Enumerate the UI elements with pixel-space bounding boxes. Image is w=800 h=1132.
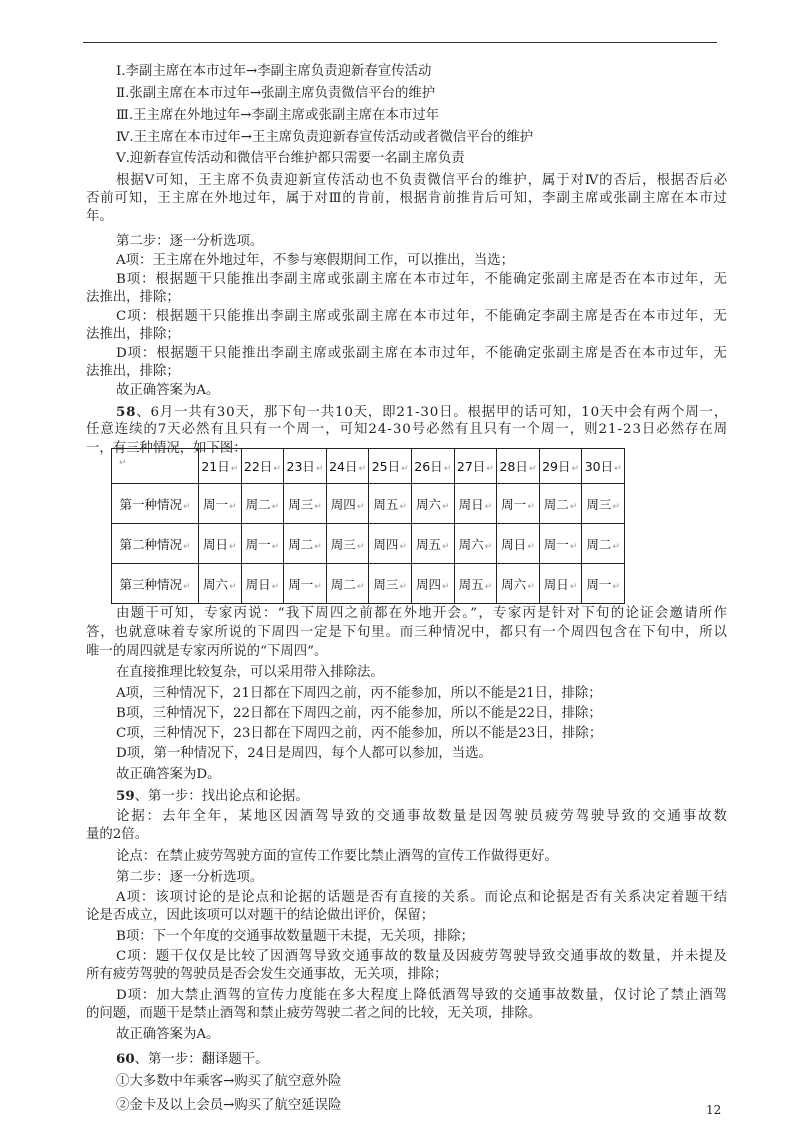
paragraph-mark: ↵ — [442, 541, 450, 552]
weekday-value: 周一 — [543, 536, 569, 552]
text-line — [116, 345, 728, 363]
weekday-cell — [369, 484, 412, 524]
paragraph-mark: ↵ — [271, 581, 280, 592]
weekday-cell — [411, 484, 454, 524]
day-label: 30日 — [584, 459, 614, 474]
page-number: 12 — [706, 1103, 722, 1117]
text-line — [116, 664, 384, 682]
weekday-cell — [411, 564, 454, 604]
line-text: 法推出，排除； — [86, 364, 180, 379]
line-text: 年。 — [86, 209, 113, 224]
weekday-value: 周一 — [586, 576, 612, 592]
paragraph-mark: ↵ — [356, 501, 365, 512]
text-line — [86, 826, 148, 844]
line-text: 论据：去年全年，某地区因酒驾导致的交通事故数量是因驾驶员疲劳驾驶导致的交通事故数 — [116, 809, 729, 824]
weekday-cell — [454, 564, 497, 604]
line-text: B项：根据题干只能推出李副主席或张副主席在本市过年，不能确定张副主席是否在本市过年，无 — [116, 272, 728, 287]
case-label-cell — [112, 564, 199, 604]
line-text: D项：加大禁止酒驾的宣传力度能在多大程度上降低酒驾导致的交通事故数量，仅讨论了禁止酒驾 — [116, 988, 728, 1003]
text-line — [116, 685, 602, 703]
weekday-value: 周二 — [330, 576, 356, 592]
text-line — [116, 787, 309, 806]
text-line — [116, 1026, 219, 1044]
paragraph-mark: ↵ — [271, 501, 280, 512]
text-line — [86, 907, 434, 925]
line-text: C项：题干仅仅是比较了因酒驾导致交通事故的数量及因疲劳驾驶导致交通事故的数量，并未提及 — [116, 949, 728, 964]
paragraph-mark: ↵ — [569, 501, 578, 512]
case-label-cell — [112, 484, 199, 524]
line-text: 否前可知，王主席在外地过年，属于对Ⅲ的肯前，根据肯前推肯后可知，李副主席或张副主席在本市过 — [86, 191, 728, 206]
weekday-cell — [326, 524, 369, 564]
text-line — [116, 107, 439, 125]
weekday-cell — [199, 564, 242, 604]
paragraph-mark: ↵ — [314, 541, 322, 552]
paragraph-mark: ↵ — [442, 581, 450, 592]
weekday-value: 周三 — [373, 576, 399, 592]
table-row — [112, 524, 625, 564]
weekday-cell — [369, 564, 412, 604]
weekday-value: 周一 — [288, 576, 314, 592]
text-line — [86, 624, 728, 642]
day-label: 26日 — [414, 459, 443, 474]
day-label: 25日 — [371, 459, 401, 474]
table-row — [112, 484, 625, 524]
day-header-cell — [539, 449, 582, 484]
paragraph-mark: ↵ — [569, 581, 578, 592]
paragraph-mark: ↵ — [442, 501, 450, 512]
line-text: 故正确答案为A。 — [116, 383, 220, 398]
weekday-cell — [497, 484, 540, 524]
header-rule — [83, 42, 717, 43]
paragraph-mark: ↵ — [229, 501, 237, 512]
line-text: 故正确答案为D。 — [116, 767, 221, 782]
text-line — [116, 869, 263, 887]
line-text: 、6月一共有30天，那下旬一共10天，即21-30日。根据甲的话可知，10天中会有两个周一， — [136, 405, 728, 420]
line-text: 论是否成立，因此该项可以对题干的结论做出评价，保留； — [86, 908, 435, 923]
paragraph-mark: ↵ — [314, 581, 322, 592]
text-line — [116, 1073, 341, 1091]
text-line — [116, 605, 728, 623]
table-header-row — [112, 449, 625, 484]
day-label: 28日 — [499, 459, 528, 474]
text-line — [116, 725, 602, 743]
text-line — [116, 63, 431, 81]
weekday-value: 周一 — [501, 496, 527, 512]
line-text: 第二步：逐一分析选项。 — [116, 234, 264, 249]
line-text: 第二步：逐一分析选项。 — [116, 870, 264, 885]
text-line — [86, 326, 180, 344]
text-line — [116, 1097, 341, 1115]
line-text: C项，三种情况下，23日都在下周四之前，丙不能参加，所以不能是23日，排除； — [116, 726, 603, 741]
paragraph-mark: ↵ — [614, 464, 622, 474]
text-line — [116, 129, 533, 147]
weekday-value: 周四 — [415, 576, 441, 592]
line-text: 论点：在禁止疲劳驾驶方面的宣传工作要比禁止酒驾的宣传工作做得更好。 — [116, 849, 558, 864]
line-text: C项：根据题干只能推出李副主席或张副主席在本市过年，不能确定李副主席是否在本市过年，无 — [116, 309, 728, 324]
paragraph-mark: ↵ — [273, 464, 281, 474]
paragraph-mark: ↵ — [571, 464, 580, 474]
weekday-value: 周六 — [415, 496, 441, 512]
line-text: D项：根据题干只能推出李副主席或张副主席在本市过年，不能确定张副主席是否在本市过年，无 — [116, 346, 728, 361]
day-label: 29日 — [542, 459, 571, 474]
weekday-value: 周日 — [245, 576, 271, 592]
text-line — [86, 966, 448, 984]
line-text: 的问题，而题干是禁止酒驾和禁止疲劳驾驶二者之间的比较，无关项，排除。 — [86, 1006, 542, 1021]
weekday-value: 周二 — [245, 496, 271, 512]
weekday-cell — [411, 524, 454, 564]
paragraph-mark: ↵ — [399, 541, 407, 552]
weekday-value: 周五 — [373, 496, 399, 512]
paragraph-mark: ↵ — [399, 581, 407, 592]
weekday-value: 周三 — [288, 496, 314, 512]
line-text: 根据Ⅴ可知，王主席不负责迎新宣传活动也不负责微信平台的维护，属于对Ⅳ的否后，根据否后必 — [116, 173, 729, 188]
day-header-cell — [497, 449, 540, 484]
day-label: 22日 — [243, 459, 273, 474]
text-line — [116, 271, 728, 289]
paragraph-mark: ↵ — [271, 541, 280, 552]
paragraph-mark: ↵ — [528, 464, 537, 474]
paragraph-mark: ↵ — [486, 464, 494, 474]
text-line — [86, 289, 180, 307]
text-line — [86, 190, 728, 208]
paragraph-mark: ↵ — [569, 541, 578, 552]
line-text: 唯一的周四就是专家丙所说的“下周四”。 — [86, 644, 328, 659]
paragraph-mark: ↵ — [612, 541, 620, 552]
question-number: 59 — [116, 788, 135, 804]
weekday-value: 周日 — [458, 496, 484, 512]
text-line — [86, 421, 728, 439]
weekday-value: 周三 — [586, 496, 612, 512]
case-label: 第三种情况 — [119, 576, 182, 592]
weekday-value: 周四 — [373, 536, 399, 552]
day-label: 23日 — [286, 459, 315, 474]
paragraph-mark: ↵ — [182, 581, 191, 592]
line-text: 答，也就意味着专家所说的下周四一定是下旬里。而三种情况中，都只有一个周四包含在下旬中，所以 — [86, 625, 728, 640]
text-line — [116, 928, 474, 946]
text-line — [116, 705, 602, 723]
paragraph-mark: ↵ — [182, 541, 191, 552]
weekday-cell — [284, 564, 327, 604]
paragraph-mark: ↵ — [401, 464, 409, 474]
weekday-cell — [582, 564, 625, 604]
day-header-cell — [369, 449, 412, 484]
question-number: 58 — [116, 404, 137, 420]
line-text: 、第一步：翻译题干。 — [134, 1052, 269, 1067]
weekday-value: 周二 — [586, 536, 612, 552]
paragraph-mark: ↵ — [612, 581, 620, 592]
weekday-value: 周一 — [203, 496, 229, 512]
text-line — [116, 948, 728, 966]
line-text: Ⅳ.王主席在本市过年→王主席负责迎新春宣传活动或者微信平台的维护 — [116, 130, 534, 145]
weekday-cell — [539, 484, 582, 524]
paragraph-mark: ↵ — [356, 541, 365, 552]
weekday-value: 周一 — [245, 536, 271, 552]
paragraph-mark: ↵ — [358, 464, 367, 474]
text-line — [116, 808, 729, 826]
weekday-value: 周四 — [330, 496, 356, 512]
text-line — [116, 172, 728, 190]
paragraph-mark: ↵ — [527, 541, 535, 552]
weekday-value: 周日 — [501, 536, 527, 552]
weekday-value: 周日 — [203, 536, 229, 552]
paragraph-mark: ↵ — [229, 581, 237, 592]
paragraph-mark: ↵ — [229, 541, 237, 552]
table-row — [112, 564, 625, 604]
paragraph-mark: ↵ — [527, 501, 535, 512]
text-line — [116, 766, 220, 784]
weekday-value: 周五 — [458, 576, 484, 592]
case-label: 第一种情况 — [119, 496, 182, 512]
text-line — [86, 363, 180, 381]
day-label: 24日 — [329, 459, 358, 474]
line-text: 由题干可知，专家丙说：“我下周四之前都在外地开会。”，专家丙是针对下旬的论证会邀请所作 — [116, 606, 729, 621]
weekday-cell — [199, 484, 242, 524]
weekday-cell — [284, 484, 327, 524]
table-corner-cell — [112, 449, 199, 484]
weekday-cell — [326, 564, 369, 604]
weekday-cell — [497, 564, 540, 604]
text-line — [86, 208, 113, 226]
line-text: Ⅲ.王主席在外地过年→李副主席或张副主席在本市过年 — [116, 108, 439, 123]
day-header-cell — [199, 449, 242, 484]
paragraph-mark: ↵ — [484, 501, 493, 512]
text-line — [86, 1005, 541, 1023]
paragraph-mark: ↵ — [230, 464, 239, 474]
paragraph-mark: ↵ — [443, 464, 452, 474]
paragraph-mark: ↵ — [315, 464, 324, 474]
line-text: A项，三种情况下，21日都在下周四之前，丙不能参加，所以不能是21日，排除； — [116, 686, 602, 701]
weekday-value: 周三 — [330, 536, 356, 552]
paragraph-mark: ↵ — [484, 581, 493, 592]
paragraph-mark: ↵ — [314, 501, 322, 512]
line-text: 任意连续的7天必然有且只有一个周一，可知24-30号必然有且只有一个周一，则21-23日必然存在周 — [86, 422, 729, 437]
paragraph-mark: ↵ — [484, 541, 493, 552]
text-line — [116, 382, 219, 400]
day-header-cell — [454, 449, 497, 484]
day-header-cell — [411, 449, 454, 484]
question-number: 60 — [116, 1051, 135, 1067]
line-text: 法推出，排除； — [86, 327, 180, 342]
line-text: A项：该项讨论的是论点和论据的话题是否有直接的关系。而论点和论据是否有关系决定着题干结 — [116, 890, 729, 905]
text-line — [116, 745, 492, 763]
weekday-cell — [284, 524, 327, 564]
line-text: 一，有三种情况，如下图： — [86, 441, 247, 456]
line-text: 、第一步：找出论点和论据。 — [134, 789, 309, 804]
weekday-value: 周六 — [203, 576, 229, 592]
weekday-value: 周二 — [288, 536, 314, 552]
line-text: ②金卡及以上会员→购买了航空延误险 — [116, 1098, 342, 1113]
day-label: 21日 — [201, 459, 230, 474]
line-text: Ⅰ.李副主席在本市过年→李副主席负责迎新春宣传活动 — [116, 64, 432, 79]
weekday-value: 周六 — [501, 576, 527, 592]
line-text: Ⅱ.张副主席在本市过年→张副主席负责微信平台的维护 — [116, 86, 436, 101]
text-line — [116, 308, 728, 326]
weekday-cell — [582, 484, 625, 524]
weekday-cell — [199, 524, 242, 564]
day-header-cell — [326, 449, 369, 484]
weekday-value: 周二 — [543, 496, 569, 512]
case-label-cell — [112, 524, 199, 564]
weekday-cell — [241, 524, 284, 564]
weekday-table — [111, 448, 625, 604]
text-line — [116, 233, 263, 251]
day-header-cell — [241, 449, 284, 484]
line-text: ①大多数中年乘客→购买了航空意外险 — [116, 1074, 342, 1089]
line-text: B项：下一个年度的交通事故数量题干未提，无关项，排除； — [116, 929, 474, 944]
day-label: 27日 — [456, 459, 486, 474]
text-line — [116, 150, 465, 168]
weekday-cell — [241, 484, 284, 524]
weekday-value: 周六 — [458, 536, 484, 552]
weekday-cell — [454, 484, 497, 524]
case-label: 第二种情况 — [119, 536, 182, 552]
weekday-cell — [497, 524, 540, 564]
text-line — [116, 252, 514, 270]
weekday-cell — [539, 564, 582, 604]
text-line — [116, 85, 435, 103]
line-text: 量的2倍。 — [86, 827, 149, 842]
day-header-cell — [582, 449, 625, 484]
text-line — [116, 889, 728, 907]
weekday-cell — [582, 524, 625, 564]
line-text: A项：王主席在外地过年，不参与寒假期间工作，可以推出，当选； — [116, 253, 514, 268]
weekday-cell — [539, 524, 582, 564]
text-line — [86, 643, 327, 661]
paragraph-mark: ↵ — [612, 501, 620, 512]
paragraph-mark: ↵ — [356, 581, 365, 592]
weekday-cell — [454, 524, 497, 564]
line-text: B项，三种情况下，22日都在下周四之前，丙不能参加，所以不能是22日，排除； — [116, 706, 602, 721]
weekday-cell — [241, 564, 284, 604]
text-line — [116, 1050, 269, 1069]
weekday-cell — [326, 484, 369, 524]
line-text: Ⅴ.迎新春宣传活动和微信平台维护都只需要一名副主席负责 — [116, 151, 465, 166]
text-line — [116, 403, 728, 422]
line-text: 故正确答案为A。 — [116, 1027, 220, 1042]
weekday-value: 周五 — [415, 536, 441, 552]
weekday-value: 周日 — [543, 576, 569, 592]
paragraph-mark: ↵ — [119, 458, 127, 468]
weekday-cell — [369, 524, 412, 564]
paragraph-mark: ↵ — [182, 501, 191, 512]
paragraph-mark: ↵ — [399, 501, 407, 512]
line-text: 法推出，排除； — [86, 290, 180, 305]
paragraph-mark: ↵ — [527, 581, 535, 592]
day-header-cell — [284, 449, 327, 484]
line-text: 在直接推理比较复杂，可以采用带入排除法。 — [116, 665, 384, 680]
line-text: D项，第一种情况下，24日是周四，每个人都可以参加，当选。 — [116, 746, 492, 761]
text-line — [116, 848, 558, 866]
text-line — [116, 987, 728, 1005]
line-text: 所有疲劳驾驶的驾驶员是否会发生交通事故，无关项，排除； — [86, 967, 448, 982]
